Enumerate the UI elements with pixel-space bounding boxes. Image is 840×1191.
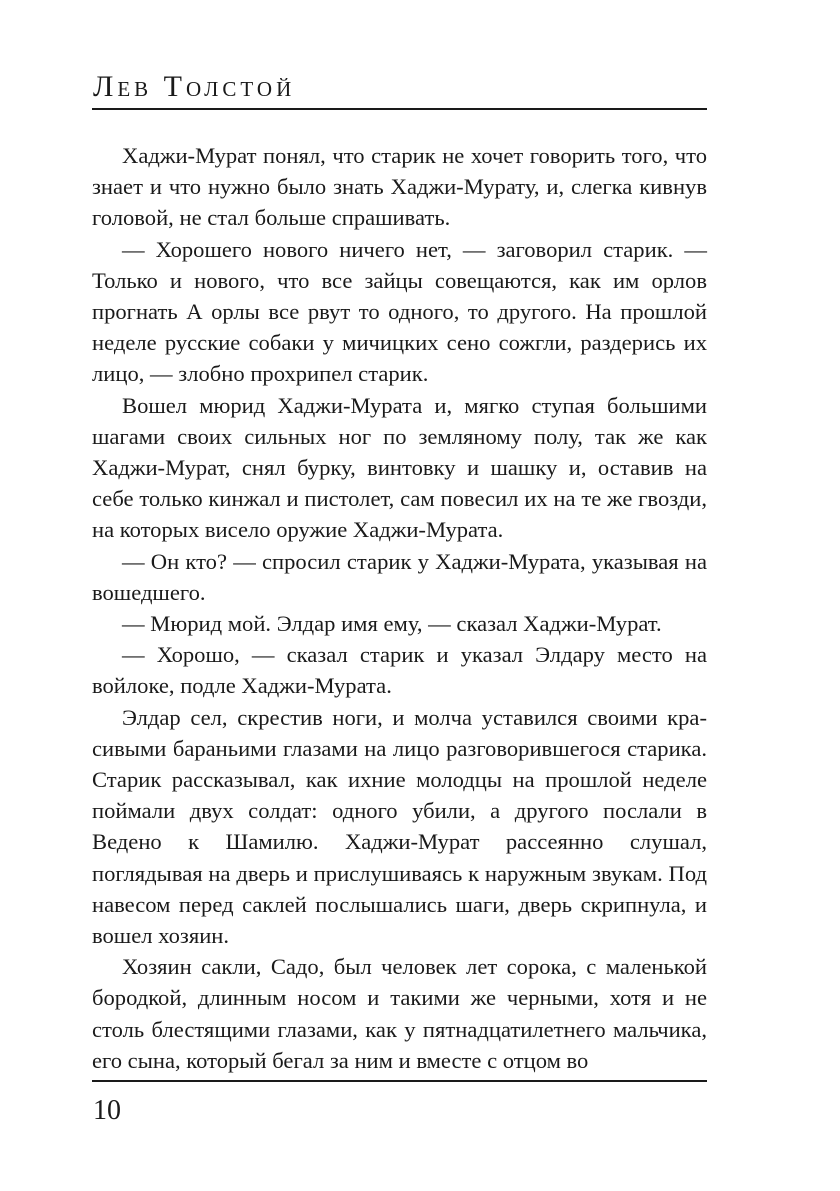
paragraph: Хаджи-Мурат понял, что старик не хочет говорить того, что знает и что нужно было знать Хаджи-Мурату, и, слегка кивнув головой, не стал больше спрашивать. — [92, 143, 707, 231]
paragraph: — Мюрид мой. Элдар имя ему, — сказал Хаджи-Мурат. — [122, 611, 662, 637]
footer-rule — [92, 1080, 707, 1082]
header-rule — [92, 108, 707, 110]
paragraph: — Он кто? — спросил старик у Хаджи-Мурата, указывая на вошедшего. — [92, 548, 707, 605]
paragraph: — Хорошо, — сказал старик и указал Элдару место на войлоке, подле Хаджи-Мурата. — [92, 642, 707, 699]
paragraph: Хозяин сакли, Садо, был человек лет сорока, с маленькой бородкой, длинным носом и такими же черными, хотя и не столь блестящими глазами, как у пятнадцатилетнего мальчика, его сына, который бегал за ним и вместе с отцом во — [92, 954, 707, 1073]
body-text — [92, 140, 707, 1076]
paragraph: — Хорошего нового ничего нет, — заговорил старик. — Только и нового, что все зайцы совещаются, как им орлов прогнать А орлы все рвут то одного, то другого. На прошлой неделе русские собаки у мичицких сено сожгли, раздерись их лицо, — злобно прохрипел старик. — [92, 236, 707, 387]
page-number: 10 — [93, 1095, 121, 1126]
paragraph: Элдар сел, скрестив ноги, и молча уставился своими красивыми бараньими глазами на лицо разговорившегося старика. Старик рассказывал, как ихние молодцы на прошлой неделе поймали двух солдат: одного убили, а другого послали в Ведено к Шамилю. Хаджи-Мурат рассеянно слушал, поглядывая на дверь и прислушиваясь к наружным звукам. Под навесом перед саклей послышались шаги, дверь скрипнула, и вошел хозяин. — [92, 704, 707, 949]
running-head: Лев Толстой — [93, 70, 296, 103]
paragraph: Вошел мюрид Хаджи-Мурата и, мягко ступая большими шагами своих сильных ног по земляному полу, так же как Хаджи-Мурат, снял бурку, винтовку и шашку и, оставив на себе только кинжал и пистолет, сам повесил их на те же гвозди, на которых висело оружие Хаджи-Мурата. — [92, 392, 707, 543]
